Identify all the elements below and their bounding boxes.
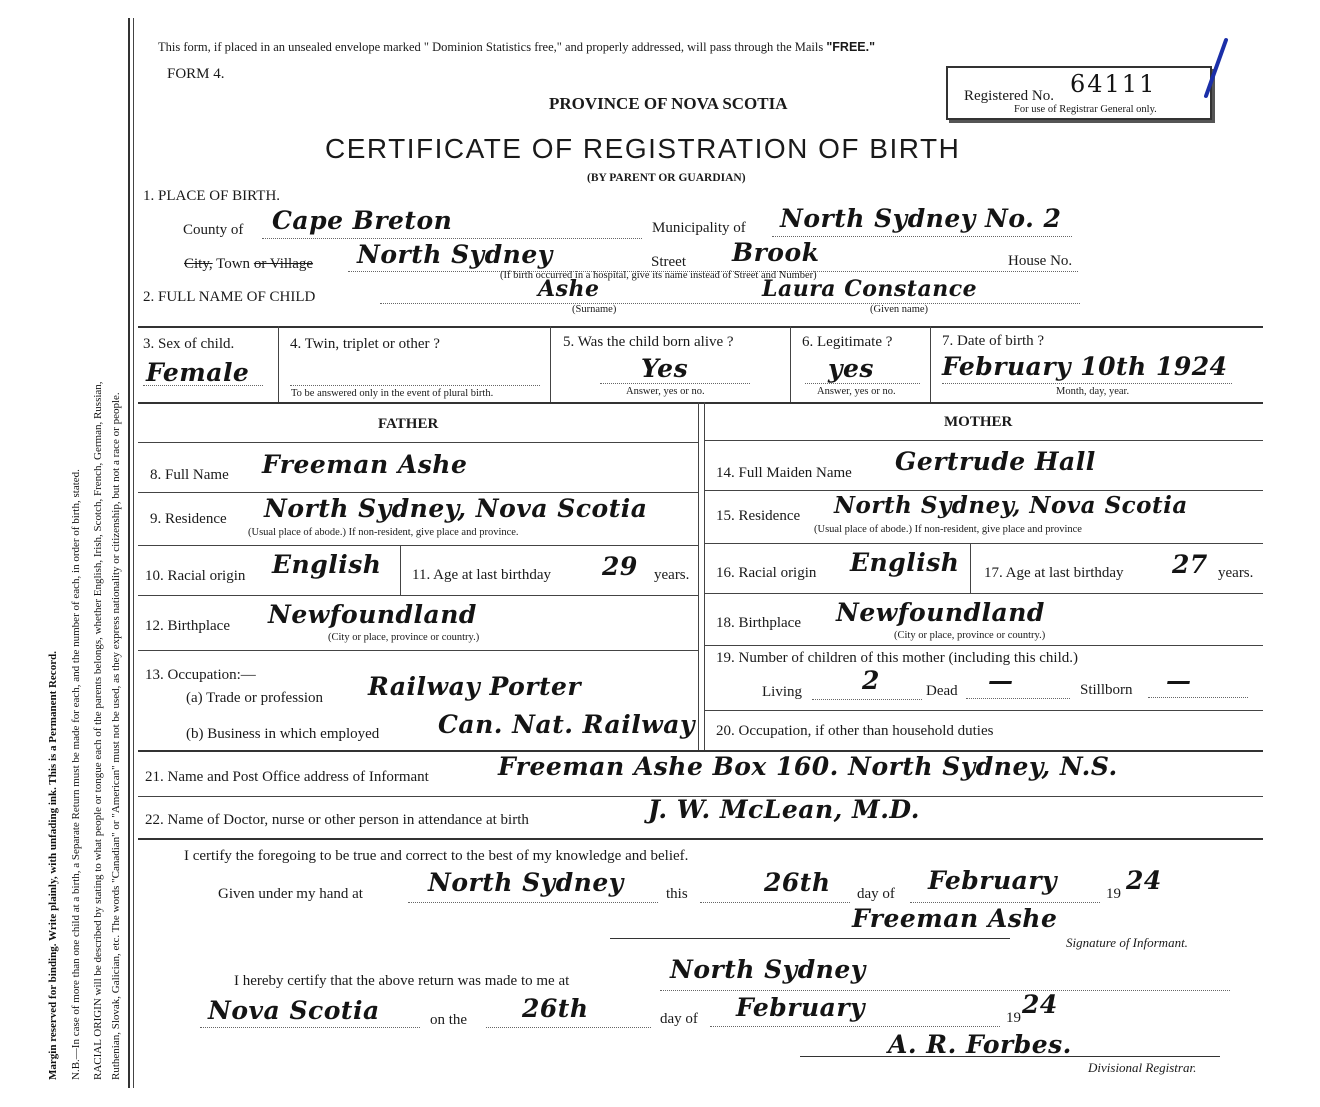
surname-caption: (Surname): [572, 304, 617, 315]
given-day: 26th: [764, 868, 831, 897]
rule-father-3: [138, 595, 698, 596]
town-label: Town: [216, 256, 251, 272]
father-occupation-label: 13. Occupation:—: [145, 667, 256, 683]
mother-residence-note: (Usual place of abode.) If non-resident, give place and province: [814, 524, 1082, 535]
father-trade-value: Railway Porter: [368, 672, 582, 701]
registrar-signature: A. R. Forbes.: [888, 1030, 1072, 1059]
registrar-dayof-label: day of: [660, 1011, 698, 1027]
rule-mother-race-split: [970, 543, 971, 593]
living-label: Living: [762, 684, 802, 700]
rule-father-race-split: [400, 545, 401, 595]
binding-line: [128, 18, 130, 1088]
mother-birthplace-note: (City or place, province or country.): [894, 630, 1046, 641]
registrar-month: February: [736, 993, 866, 1022]
rule-father-1: [138, 492, 698, 493]
child-name-underline: [380, 303, 1080, 304]
father-residence-note: (Usual place of abode.) If non-resident, give place and province.: [248, 527, 519, 538]
registrar-note: For use of Registrar General only.: [1014, 104, 1157, 115]
rule-row3-v3: [790, 326, 791, 402]
street-label: Street: [651, 254, 686, 270]
living-underline: [812, 699, 922, 700]
given-year-prefix: 19: [1106, 886, 1121, 902]
father-residence-value: North Sydney, Nova Scotia: [264, 494, 648, 523]
father-trade-label: (a) Trade or profession: [186, 690, 324, 706]
given-place-underline: [408, 902, 658, 903]
registrar-year: 24: [1022, 990, 1058, 1019]
sex-label: 3. Sex of child.: [143, 336, 235, 352]
margin-note-nb: N.B.—In case of more than one child at a birth, a Separate Return must be made for each, and the number of each, in order of birth, stated.: [70, 469, 82, 1080]
dob-value: February 10th 1924: [942, 352, 1228, 381]
town-value: North Sydney: [357, 240, 553, 269]
village-struck: or Village: [253, 256, 314, 272]
legitimate-underline: [805, 383, 920, 384]
margin-note-racial-1: RACIAL ORIGIN will be described by stating to what people or tongue each of the parents belongs, whether English, Irish, Scotch, French, German, Russian,: [92, 381, 104, 1080]
legitimate-label: 6. Legitimate ?: [802, 334, 893, 350]
stillborn-label: Stillborn: [1080, 682, 1133, 698]
county-value: Cape Breton: [272, 206, 453, 235]
mother-name-value: Gertrude Hall: [895, 447, 1096, 476]
rule-parents-divider-b: [704, 402, 705, 750]
mother-age-value: 27: [1172, 550, 1208, 579]
dob-note: Month, day, year.: [1056, 386, 1130, 397]
mother-birthplace-value: Newfoundland: [836, 598, 1045, 627]
registered-number: 64111: [1070, 70, 1157, 98]
child-given-name: Laura Constance: [762, 276, 978, 302]
dead-underline: [966, 698, 1070, 699]
twin-note: To be answered only in the event of plural birth.: [291, 388, 494, 399]
rule-father-2: [138, 545, 698, 546]
father-race-value: English: [272, 550, 382, 579]
legitimate-value: yes: [828, 354, 875, 383]
given-this-label: this: [666, 886, 688, 902]
rule-mother-1: [704, 490, 1263, 491]
father-age-unit: years.: [654, 567, 690, 583]
father-birthplace-value: Newfoundland: [268, 600, 477, 629]
rule-mother-heading: [704, 440, 1263, 441]
rule-father-heading: [138, 442, 698, 443]
informant-signature: Freeman Ashe: [852, 904, 1058, 933]
father-residence-label: 9. Residence: [150, 511, 227, 527]
dead-value: —: [988, 666, 1014, 695]
father-business-value: Can. Nat. Railway: [438, 710, 695, 739]
given-month-underline: [910, 902, 1100, 903]
child-name-label: 2. FULL NAME OF CHILD: [143, 289, 316, 305]
registrar-province-underline: [200, 1027, 420, 1028]
rule-mother-2: [704, 543, 1263, 544]
father-birthplace-note: (City or place, province or country.): [328, 632, 480, 643]
registration-box: [946, 66, 1212, 120]
mail-notice: This form, if placed in an unsealed envelope marked " Dominion Statistics free," and properly addressed, will pass through the Mails "FREE.": [158, 40, 876, 54]
mother-residence-label: 15. Residence: [716, 508, 801, 524]
rule-row3-top: [138, 326, 1263, 328]
mother-residence-value: North Sydney, Nova Scotia: [834, 492, 1188, 519]
father-age-label: 11. Age at last birthday: [412, 567, 551, 583]
ink-tick-mark: [1196, 36, 1236, 100]
registrar-province: Nova Scotia: [208, 996, 380, 1025]
hospital-note: (If birth occurred in a hospital, give its name instead of Street and Number): [500, 270, 817, 281]
county-underline: [262, 238, 642, 239]
registrar-place: North Sydney: [670, 955, 866, 984]
dob-underline: [942, 383, 1232, 384]
given-dayof-label: day of: [857, 886, 895, 902]
rule-doctor-bottom: [138, 838, 1263, 840]
registrar-year-prefix: 19: [1006, 1010, 1021, 1026]
rule-row3-v4: [930, 326, 931, 402]
informant-value: Freeman Ashe Box 160. North Sydney, N.S.: [498, 752, 1118, 781]
informant-signature-line: [610, 938, 1010, 939]
doctor-label: 22. Name of Doctor, nurse or other person in attendance at birth: [145, 812, 529, 828]
registered-label: Registered No.: [964, 88, 1054, 104]
father-race-label: 10. Racial origin: [145, 568, 246, 584]
dead-label: Dead: [926, 683, 958, 699]
county-label: County of: [183, 222, 244, 238]
certify-text: I certify the foregoing to be true and correct to the best of my knowledge and belief.: [184, 848, 689, 864]
registrar-signature-line: [800, 1056, 1220, 1057]
mother-age-unit: years.: [1218, 565, 1254, 581]
mother-birthplace-label: 18. Birthplace: [716, 615, 801, 631]
twin-label: 4. Twin, triplet or other ?: [290, 336, 440, 352]
mother-name-label: 14. Full Maiden Name: [716, 465, 852, 481]
father-business-label: (b) Business in which employed: [186, 726, 380, 742]
given-year: 24: [1126, 866, 1162, 895]
given-name-caption: (Given name): [870, 304, 929, 315]
born-alive-note: Answer, yes or no.: [626, 386, 705, 397]
mother-age-label: 17. Age at last birthday: [984, 565, 1124, 581]
sex-value: Female: [146, 358, 250, 387]
rule-mother-3: [704, 593, 1263, 594]
given-label: Given under my hand at: [218, 886, 363, 902]
registrar-place-underline: [660, 990, 1230, 991]
born-alive-value: Yes: [641, 354, 689, 383]
father-age-value: 29: [602, 552, 638, 581]
living-value: 2: [862, 666, 880, 695]
rule-row3-v1: [278, 326, 279, 402]
registrar-caption: Divisional Registrar.: [1088, 1060, 1197, 1075]
registrar-on-the: on the: [430, 1012, 468, 1028]
informant-label: 21. Name and Post Office address of Informant: [145, 769, 429, 785]
municipality-value: North Sydney No. 2: [780, 204, 1062, 233]
given-day-underline: [700, 902, 850, 903]
given-place: North Sydney: [428, 868, 624, 897]
rule-father-4: [138, 650, 698, 651]
place-of-birth-heading: 1. PLACE OF BIRTH.: [143, 188, 281, 204]
registrar-month-underline: [710, 1026, 1000, 1027]
dob-label: 7. Date of birth ?: [942, 333, 1045, 349]
street-value: Brook: [732, 238, 820, 267]
born-alive-label: 5. Was the child born alive ?: [563, 334, 734, 350]
registrar-day-underline: [486, 1027, 651, 1028]
town-label-group: [184, 256, 313, 273]
margin-note-binding: Margin reserved for binding. Write plainly, with unfading ink. This is a Permanent Record.: [47, 651, 59, 1080]
margin-note-racial-2: Ruthenian, Slovak, Galician, etc. The words "Canadian" or "American" must not be used, as they express nationality or citizenship, but not a race or people.: [110, 392, 122, 1080]
sex-underline: [143, 385, 263, 386]
municipality-underline: [772, 236, 1072, 237]
father-birthplace-label: 12. Birthplace: [145, 618, 230, 634]
twin-underline: [290, 385, 540, 386]
father-name-label: 8. Full Name: [150, 467, 229, 483]
doctor-value: J. W. McLean, M.D.: [648, 795, 920, 824]
form-number: FORM 4.: [167, 66, 225, 82]
mother-race-label: 16. Racial origin: [716, 565, 817, 581]
legitimate-note: Answer, yes or no.: [817, 386, 896, 397]
mother-heading: MOTHER: [944, 414, 1013, 430]
certificate-title: CERTIFICATE OF REGISTRATION OF BIRTH: [325, 133, 961, 164]
registrar-day: 26th: [522, 994, 589, 1023]
stillborn-value: —: [1166, 666, 1192, 695]
certificate-subtitle: (BY PARENT OR GUARDIAN): [587, 172, 746, 184]
house-label: House No.: [1008, 253, 1073, 269]
rule-mother-4: [704, 645, 1263, 646]
rule-parents-top: [138, 402, 1263, 404]
rule-parents-divider-a: [698, 402, 699, 750]
city-struck: City,: [184, 256, 213, 272]
given-month: February: [928, 866, 1058, 895]
informant-signature-caption: Signature of Informant.: [1066, 935, 1188, 950]
registrar-certify-text: I hereby certify that the above return was made to me at: [234, 973, 570, 989]
municipality-label: Municipality of: [652, 220, 746, 236]
rule-row3-v2: [550, 326, 551, 402]
father-heading: FATHER: [378, 416, 439, 432]
father-name-value: Freeman Ashe: [262, 450, 468, 479]
stillborn-underline: [1148, 697, 1248, 698]
mother-children-label: 19. Number of children of this mother (including this child.): [716, 650, 1079, 666]
binding-line-inner: [133, 18, 134, 1088]
rule-mother-5: [704, 710, 1263, 711]
mail-free: "FREE.": [826, 40, 876, 54]
born-alive-underline: [600, 383, 750, 384]
mother-occupation-label: 20. Occupation, if other than household duties: [716, 723, 994, 739]
province-heading: PROVINCE OF NOVA SCOTIA: [549, 94, 788, 113]
mother-race-value: English: [850, 548, 960, 577]
child-surname: Ashe: [538, 276, 600, 302]
